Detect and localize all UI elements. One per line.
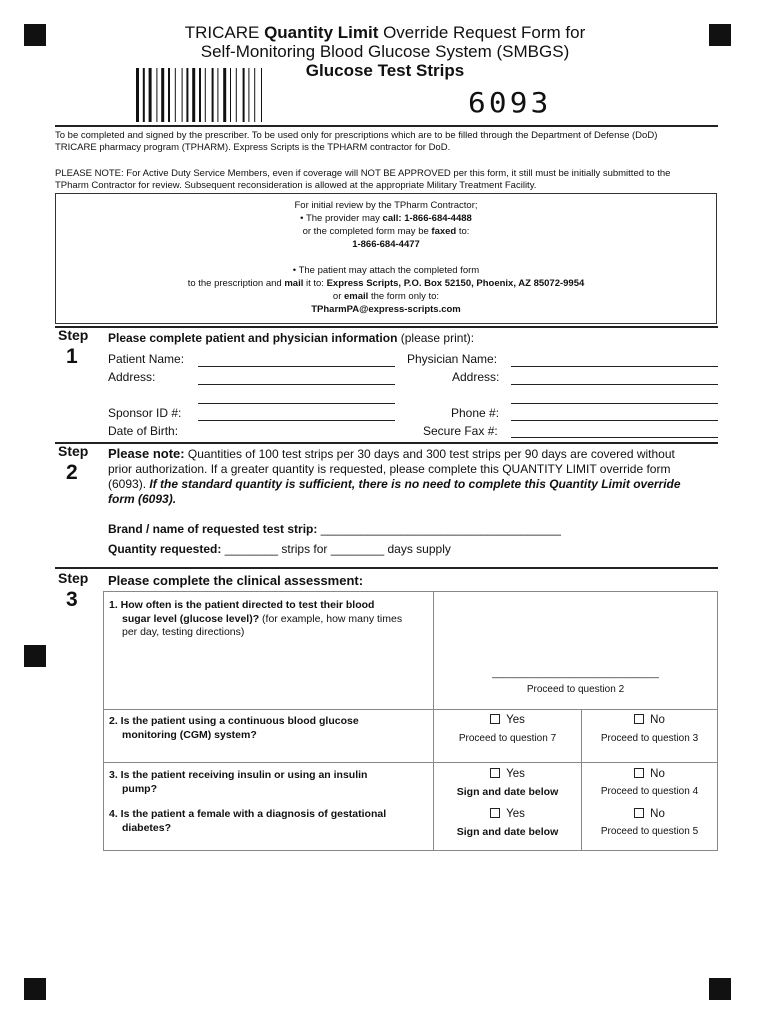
patient-address-field-1[interactable] — [198, 384, 395, 385]
patient-name-label: Patient Name: — [108, 352, 185, 366]
barcode-bar — [143, 68, 145, 122]
q2-yes-option[interactable]: Yes — [434, 714, 581, 726]
q4-yes-sub: Sign and date below — [456, 826, 559, 838]
step2-note-line-3: (6093). If the standard quantity is sufficient, there is no need to complete this Quantity Limit override — [108, 477, 681, 491]
step2-label: Step — [58, 443, 89, 459]
contact-call-line: • The provider may call: 1-866-684-4488 — [300, 213, 472, 224]
q2-yes-sub: Proceed to question 7 — [458, 733, 557, 744]
barcode-bar — [254, 68, 255, 122]
intro-line-2: TRICARE pharmacy program (TPHARM). Express Scripts is the TPHARM contractor for DoD. — [55, 142, 451, 153]
barcode-bar — [168, 68, 170, 122]
step2-divider — [55, 442, 718, 444]
q2-yes-checkbox[interactable] — [490, 714, 500, 724]
dob-label: Date of Birth: — [108, 424, 179, 438]
barcode-bar — [186, 68, 188, 122]
step3-heading: Please complete the clinical assessment: — [108, 573, 364, 588]
step2-number: 2 — [66, 461, 78, 484]
contact-patient-line: • The patient may attach the completed form — [292, 265, 480, 276]
sponsor-id-label: Sponsor ID #: — [108, 406, 182, 420]
physician-address-field-2[interactable] — [511, 403, 718, 404]
barcode-bar — [136, 68, 139, 122]
contact-box — [55, 193, 717, 324]
phone-field[interactable] — [511, 420, 718, 421]
contact-heading: For initial review by the TPharm Contractor; — [294, 200, 478, 211]
patient-name-field[interactable] — [198, 366, 395, 367]
patient-address-field-2[interactable] — [198, 403, 395, 404]
step1-label: Step — [58, 327, 89, 343]
barcode-bar — [192, 68, 195, 122]
barcode-bar — [156, 68, 157, 122]
contact-fax-line: or the completed form may be faxed to: — [302, 226, 470, 237]
quantity-field[interactable]: Quantity requested: ________ strips for ________ days supply — [108, 542, 451, 556]
barcode-bar — [149, 68, 152, 122]
header-divider — [55, 125, 718, 127]
registration-mark-bottom-left — [24, 978, 46, 1000]
step3-number: 3 — [66, 588, 78, 611]
barcode-bar — [161, 68, 164, 122]
barcode-bar — [230, 68, 231, 122]
registration-mark-mid-left — [24, 645, 46, 667]
sponsor-id-field[interactable] — [198, 420, 395, 421]
barcode-bar — [236, 68, 237, 122]
q3-yes-sub: Sign and date below — [456, 786, 559, 798]
note-line-2: TPharm Contractor for review. Subsequent reconsideration is allowed at the appropriate Military Treatment Facility. — [55, 180, 537, 191]
table-row-divider-2 — [104, 762, 717, 763]
q4-yes-option[interactable]: Yes — [434, 808, 581, 820]
form-title-line-2: Self-Monitoring Blood Glucose System (SMBGS) — [200, 42, 570, 61]
barcode-bar — [243, 68, 245, 122]
step2-note-line-4: form (6093). — [108, 492, 177, 506]
q4-no-option[interactable]: No — [582, 808, 717, 820]
barcode-bar — [223, 68, 226, 122]
step1-heading: Please complete patient and physician information (please print): — [108, 331, 475, 345]
physician-address-field-1[interactable] — [511, 384, 718, 385]
contact-email-line: or email the form only to: — [332, 291, 440, 302]
barcode-bar — [199, 68, 201, 122]
q2-no-sub: Proceed to question 3 — [600, 733, 699, 744]
barcode-bar — [212, 68, 214, 122]
physician-address-label: Address: — [452, 370, 500, 384]
q1-answer-blank[interactable]: ______________________________ — [492, 668, 659, 679]
q4-no-checkbox[interactable] — [634, 808, 644, 818]
q3-no-sub: Proceed to question 4 — [600, 786, 699, 797]
secure-fax-label: Secure Fax #: — [423, 424, 498, 438]
contact-mail-line: to the prescription and mail it to: Express Scripts, P.O. Box 52150, Phoenix, AZ 85072-9954 — [187, 278, 585, 289]
note-line-1: PLEASE NOTE: For Active Duty Service Members, even if coverage will NOT BE APPROVED per this form, it still must be initially submitted to the — [55, 168, 671, 179]
barcode-bar — [261, 68, 262, 122]
q3-no-checkbox[interactable] — [634, 768, 644, 778]
barcode — [134, 68, 298, 122]
question-3: 3. Is the patient receiving insulin or using an insulin pump? — [109, 769, 368, 795]
question-2: 2. Is the patient using a continuous blood glucose monitoring (CGM) system? — [109, 715, 359, 741]
step1-divider — [55, 326, 718, 328]
secure-fax-field[interactable] — [511, 437, 718, 438]
contact-fax-number: 1-866-684-4477 — [352, 239, 420, 250]
step1-number: 1 — [66, 345, 78, 368]
q3-no-option[interactable]: No — [582, 768, 717, 780]
question-4: 4. Is the patient a female with a diagnosis of gestational diabetes? — [109, 808, 387, 834]
barcode-bar — [175, 68, 176, 122]
step2-note-line-2: prior authorization. If a greater quantity is requested, please complete this QUANTITY LIMIT override form — [108, 462, 671, 476]
question-1: 1. How often is the patient directed to test their blood sugar level (glucose level)? (for example, how many times per day, testing directions) — [109, 599, 403, 638]
barcode-bar — [182, 68, 183, 122]
step3-label: Step — [58, 570, 89, 586]
q2-no-option[interactable]: No — [582, 714, 717, 726]
registration-mark-bottom-right — [709, 978, 731, 1000]
form-title-line-3: Glucose Test Strips — [305, 61, 465, 80]
physician-name-field[interactable] — [511, 366, 718, 367]
q2-no-checkbox[interactable] — [634, 714, 644, 724]
barcode-bar — [205, 68, 206, 122]
step3-divider — [55, 567, 718, 569]
q4-yes-checkbox[interactable] — [490, 808, 500, 818]
barcode-bar — [248, 68, 249, 122]
form-number: 6093 — [468, 86, 552, 119]
intro-line-1: To be completed and signed by the prescriber. To be used only for prescriptions which are to be filled through the Department of Defense (DoD) — [55, 130, 658, 141]
contact-email-address: TPharmPA@express-scripts.com — [311, 304, 461, 315]
clinical-assessment-table — [103, 591, 718, 851]
form-title-line-1: TRICARE Quantity Limit Override Request Form for — [184, 23, 586, 42]
step2-note-line-1: Please note: Quantities of 100 test strips per 30 days and 300 test strips per 90 days are covered without — [108, 446, 675, 461]
phone-label: Phone #: — [451, 406, 500, 420]
q3-yes-option[interactable]: Yes — [434, 768, 581, 780]
patient-address-label: Address: — [108, 370, 156, 384]
barcode-bar — [217, 68, 218, 122]
q1-proceed: Proceed to question 2 — [526, 684, 625, 695]
brand-field[interactable]: Brand / name of requested test strip: ____________________________________ — [108, 522, 561, 536]
table-row-divider-1 — [104, 709, 717, 710]
physician-name-label: Physician Name: — [407, 352, 498, 366]
q3-yes-checkbox[interactable] — [490, 768, 500, 778]
q4-no-sub: Proceed to question 5 — [600, 826, 699, 837]
